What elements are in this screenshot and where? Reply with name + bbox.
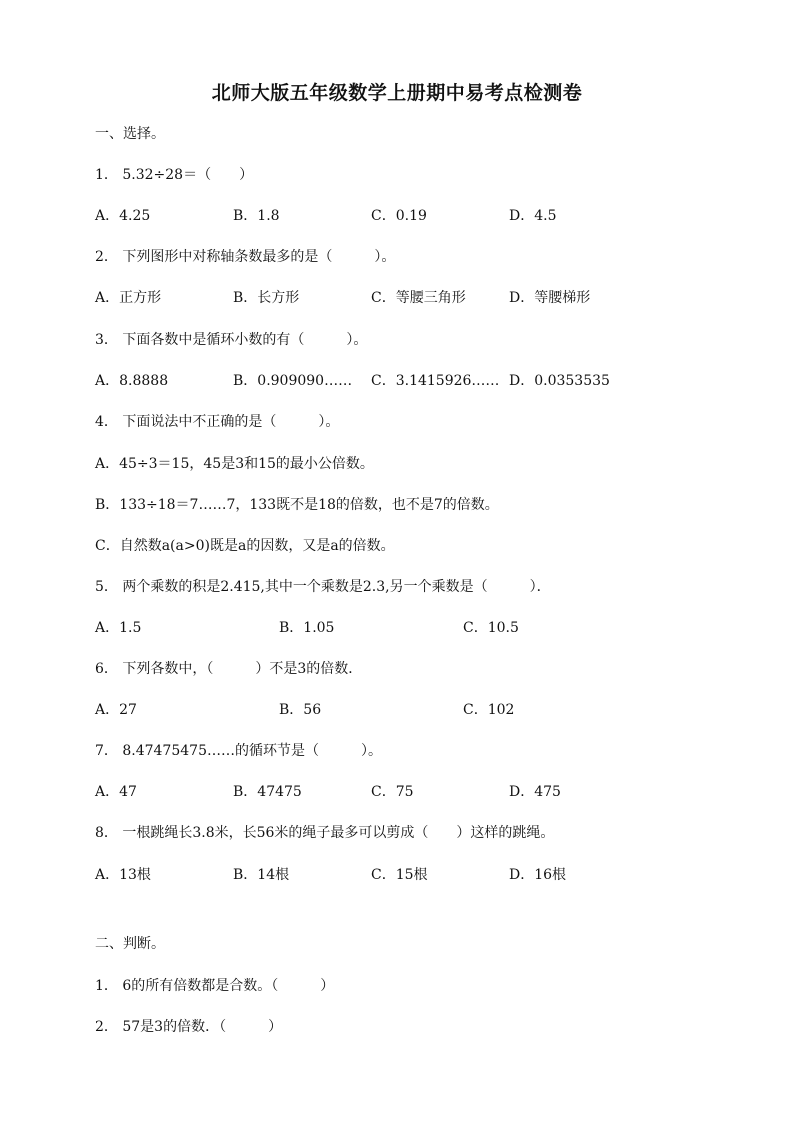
question-3-option-a: A．8.8888 xyxy=(95,373,169,389)
question-3-option-d: D．0.0353535 xyxy=(509,373,610,389)
question-8-option-c: C．15根 xyxy=(371,867,428,883)
question-6-option-c: C．102 xyxy=(463,702,515,718)
question-6-stem: 6． 下列各数中，（ ）不是3的倍数． xyxy=(95,661,363,677)
question-1-stem: 1． 5.32÷28＝（ ） xyxy=(95,167,254,183)
question-4-option-a: A．45÷3＝15，45是3和15的最小公倍数。 xyxy=(95,456,374,472)
question-3-stem: 3． 下面各数中是循环小数的有（ ）。 xyxy=(95,332,368,348)
question-8-option-a: A．13根 xyxy=(95,867,151,883)
question-3-option-c: C．3.1415926…… xyxy=(371,373,500,389)
question-4-option-c: C．自然数a(a>0)既是a的因数，又是a的倍数。 xyxy=(95,538,395,554)
question-2-stem: 2． 下列图形中对称轴条数最多的是（ ）。 xyxy=(95,249,396,265)
question-6-option-a: A．27 xyxy=(95,702,137,718)
question-1-option-b: B．1.8 xyxy=(233,208,280,224)
question-2-option-b: B．长方形 xyxy=(233,290,300,306)
question-5-option-a: A．1.5 xyxy=(95,620,142,636)
question-1-option-d: D．4.5 xyxy=(509,208,557,224)
question-8-option-b: B．14根 xyxy=(233,867,290,883)
question-7-option-a: A．47 xyxy=(95,784,137,800)
question-7-option-c: C．75 xyxy=(371,784,414,800)
section-choice-heading: 一、选择。 xyxy=(95,126,165,142)
question-6-option-b: B．56 xyxy=(279,702,322,718)
judge-2-stem: 2． 57是3的倍数．（ ） xyxy=(95,1019,283,1035)
question-5-option-c: C．10.5 xyxy=(463,620,519,636)
question-8-stem: 8． 一根跳绳长3.8米，长56米的绳子最多可以剪成（ ）这样的跳绳。 xyxy=(95,825,555,841)
question-4-stem: 4． 下面说法中不正确的是（ ）。 xyxy=(95,414,340,430)
page-title: 北师大版五年级数学上册期中易考点检测卷 xyxy=(211,82,583,104)
question-1-option-c: C．0.19 xyxy=(371,208,427,224)
question-2-option-d: D．等腰梯形 xyxy=(509,290,591,306)
question-8-option-d: D．16根 xyxy=(509,867,567,883)
question-2-option-a: A．正方形 xyxy=(95,290,162,306)
question-7-stem: 7． 8.47475475……的循环节是（ ）。 xyxy=(95,743,382,759)
question-5-option-b: B．1.05 xyxy=(279,620,335,636)
question-3-option-b: B．0.909090…… xyxy=(233,373,353,389)
question-7-option-b: B．47475 xyxy=(233,784,302,800)
question-7-option-d: D．475 xyxy=(509,784,561,800)
question-5-stem: 5． 两个乘数的积是2.415,其中一个乘数是2.3,另一个乘数是（ ）． xyxy=(95,579,551,595)
judge-1-stem: 1． 6的所有倍数都是合数。（ ） xyxy=(95,978,335,994)
question-1-option-a: A．4.25 xyxy=(95,208,151,224)
section-judge-heading: 二、判断。 xyxy=(95,936,165,952)
question-4-option-b: B．133÷18＝7……7，133既不是18的倍数，也不是7的倍数。 xyxy=(95,497,499,513)
question-2-option-c: C．等腰三角形 xyxy=(371,290,466,306)
